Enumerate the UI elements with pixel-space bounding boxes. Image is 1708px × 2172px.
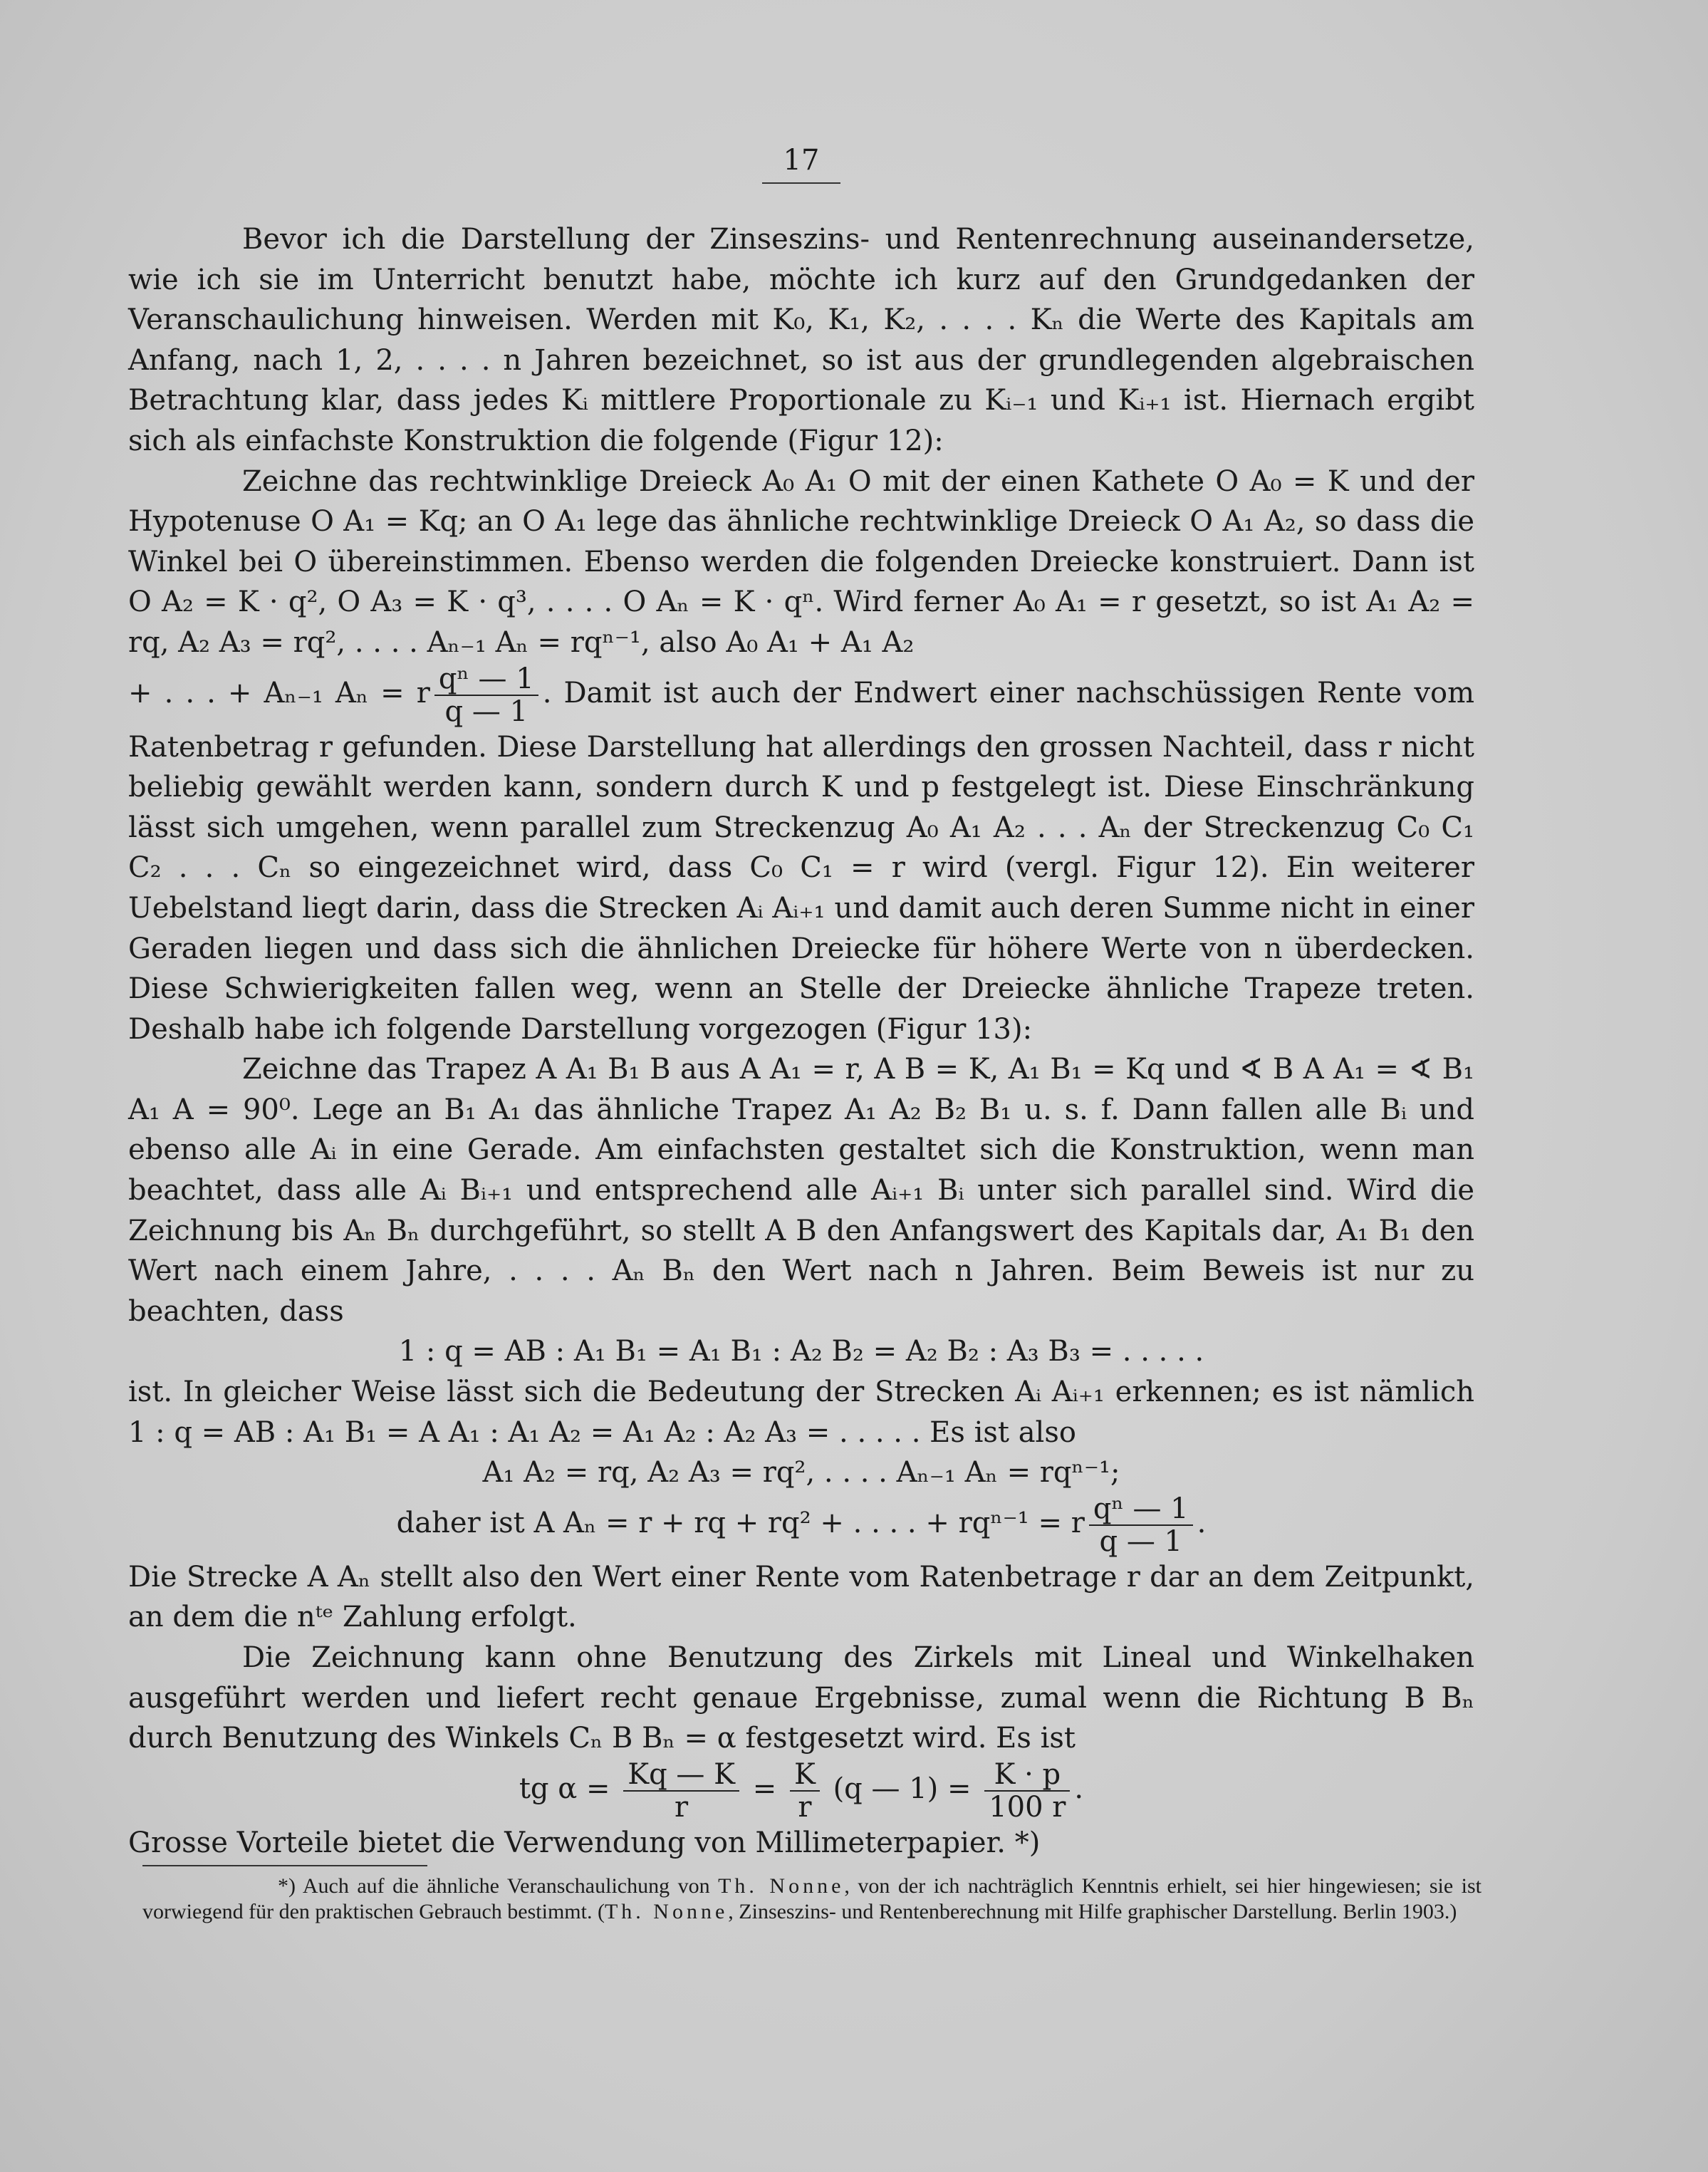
fraction-annuity (1089, 1493, 1193, 1557)
paragraph-drawing-tools: Die Zeichnung kann ohne Benutzung des Zirkels mit Lineal und Winkelhaken ausgeführt werden und liefert recht genaue Ergebnisse, zumal wenn die Richtung B Bₙ durch Benutzung des Winkels Cₙ B Bₙ = α festgesetzt wird. Es ist (128, 1641, 1474, 1755)
paragraph-intro: Bevor ich die Darstellung der Zinseszins- und Rentenrechnung auseinandersetze, wie ich sie im Unterricht benutzt habe, möchte ich kurz auf den Grundgedanken der Veranschaulichung hinweisen. Werden mit K₀, K₁, K₂, . . . . Kₙ die Werte des Kapitals am Anfang, nach 1, 2, . . . . n Jahren bezeichnet, so ist aus der grundlegenden algebraischen Betrachtung klar, dass jedes Kᵢ mittlere Proportionale zu Kᵢ₋₁ und Kᵢ₊₁ ist. Hiernach ergibt sich als einfachste Konstruktion die folgende (Figur 12): (128, 223, 1474, 457)
fraction-numerator: K · p (984, 1759, 1070, 1792)
eq4-suffix: . (1074, 1772, 1084, 1805)
paragraph-millimeter-paper: Grosse Vorteile bietet die Verwendung von Millimeterpapier. *) (128, 1826, 1041, 1859)
paragraph-construction-triangles (128, 462, 1474, 663)
paragraph-segments: ist. In gleicher Weise lässt sich die Bedeutung der Strecken Aᵢ Aᵢ₊₁ erkennen; es ist nämlich 1 : q = AB : A₁ B₁ = A A₁ : A₁ A₂ = A₁ A₂ : A₂ A₃ = . . . . . Es ist also (128, 1376, 1474, 1449)
fraction-numerator: qⁿ — 1 (434, 663, 538, 696)
body-text-top (128, 219, 1474, 1863)
paragraph-sum-formula (128, 663, 1474, 1050)
paragraph-interpretation: Die Strecke A Aₙ stellt also den Wert einer Rente vom Ratenbetrage r dar an dem Zeitpunkt, an dem die nᵗᵉ Zahlung erfolgt. (128, 1560, 1474, 1634)
fraction-numerator: Kq — K (623, 1759, 739, 1792)
fraction-tangent-1 (623, 1759, 739, 1823)
eq4-equals: = (752, 1772, 777, 1805)
fraction-denominator: r (675, 1790, 689, 1824)
equation-proportions: 1 : q = AB : A₁ B₁ = A₁ B₁ : A₂ B₂ = A₂ B₂ : A₃ B₃ = . . . . . (398, 1335, 1204, 1368)
eq3-prefix: daher ist A Aₙ = r + rq + rq² + . . . . + rqⁿ⁻¹ = r (396, 1506, 1085, 1539)
p2-text: Zeichne das rechtwinklige Dreieck A₀ A₁ O mit der einen Kathete O A₀ = K und der Hypotenuse O A₁ = Kq; an O A₁ lege das ähnliche rechtwinklige Dreieck O A₁ A₂, so dass die Winkel bei O übereinstimmen. Ebenso werden die folgenden Dreiecke konstruiert. Dann ist O A₂ = K · q², O A₃ = K · q³, . . . . O Aₙ = K · qⁿ. Wird ferner A₀ A₁ = r gesetzt, so ist A₁ A₂ = rq, A₂ A₃ = rq², . . . . Aₙ₋₁ Aₙ = rqⁿ⁻¹, also A₀ A₁ + A₁ A₂ (128, 464, 1474, 659)
fraction-numerator: qⁿ — 1 (1089, 1493, 1193, 1526)
page-number-rule (762, 182, 840, 184)
fraction-denominator: r (798, 1790, 812, 1824)
eq4-middle: (q — 1) = (833, 1772, 972, 1805)
page-number: 17 (783, 144, 820, 177)
equation-tangent (128, 1759, 1474, 1823)
equation-segment-values: A₁ A₂ = rq, A₂ A₃ = rq², . . . . Aₙ₋₁ Aₙ = rqⁿ⁻¹; (482, 1456, 1120, 1490)
footnote-part2: , von der ich nachträglich Kenntnis erhielt, sei hier hingewiesen; sie ist vorwiegend für den praktischen Gebrauch bestimmt. ( (142, 1874, 1482, 1923)
formula-sum-prefix: + . . . + Aₙ₋₁ Aₙ = r (128, 676, 430, 710)
paragraph-construction-trapezoids: Zeichne das Trapez A A₁ B₁ B aus A A₁ = r, A B = K, A₁ B₁ = Kq und ∢ B A A₁ = ∢ B₁ A₁ A = 90⁰. Lege an B₁ A₁ das ähnliche Trapez A₁ A₂ B₂ B₁ u. s. f. Dann fallen alle Bᵢ und ebenso alle Aᵢ in eine Gerade. Am einfachsten gestaltet sich die Konstruktion, wenn man beachtet, dass alle Aᵢ Bᵢ₊₁ und entsprechend alle Aᵢ₊₁ Bᵢ unter sich parallel sind. Wird die Zeichnung bis Aₙ Bₙ durchgeführt, so stellt A B den Anfangswert des Kapitals dar, A₁ B₁ den Wert nach einem Jahre, . . . . Aₙ Bₙ den Wert nach n Jahren. Beim Beweis ist nur zu beachten, dass (128, 1053, 1474, 1328)
fraction-tangent-3 (984, 1759, 1070, 1823)
footnote-part3: , Zinseszins- und Rentenberechnung mit Hilfe graphischer Darstellung. Berlin 1903.) (728, 1900, 1457, 1923)
fraction-denominator: q — 1 (1099, 1524, 1182, 1558)
footnote-rule (142, 1865, 427, 1866)
fraction-denominator: q — 1 (444, 695, 528, 728)
fraction-denominator: 100 r (989, 1790, 1066, 1824)
footnote (142, 1874, 1482, 1925)
eq3-suffix: . (1197, 1506, 1207, 1539)
fraction-tangent-2 (790, 1759, 820, 1823)
fraction-numerator: K (790, 1759, 820, 1792)
p2-continuation: . Damit ist auch der Endwert einer nachschüssigen Rente vom Ratenbetrag r gefunden. Diese Darstellung hat allerdings den grossen Nachteil, dass r nicht beliebig gewählt werden kann, sondern durch K und p festgelegt ist. Diese Einschränkung lässt sich umgehen, wenn parallel zum Streckenzug A₀ A₁ A₂ . . . Aₙ der Streckenzug C₀ C₁ C₂ . . . Cₙ so eingezeichnet wird, dass C₀ C₁ = r wird (vergl. Figur 12). Ein weiterer Uebelstand liegt darin, dass die Strecken Aᵢ Aᵢ₊₁ und damit auch deren Summe nicht in einer Geraden liegen und dass sich die ähnlichen Dreiecke für höhere Werte von n überdecken. Diese Schwierigkeiten fallen weg, wenn an Stelle der Dreiecke ähnliche Trapeze treten. Deshalb habe ich folgende Darstellung vorgezogen (Figur 13): (128, 676, 1475, 1046)
fraction-geometric-sum (434, 663, 538, 727)
footnote-author-2: Th. Nonne (604, 1900, 729, 1923)
footnote-author-1: Th. Nonne (718, 1874, 845, 1898)
footnote-part1: *) Auch auf die ähnliche Veranschaulichung von (278, 1874, 710, 1898)
eq4-prefix: tg α = (519, 1772, 610, 1805)
equation-annuity-sum (128, 1493, 1474, 1557)
